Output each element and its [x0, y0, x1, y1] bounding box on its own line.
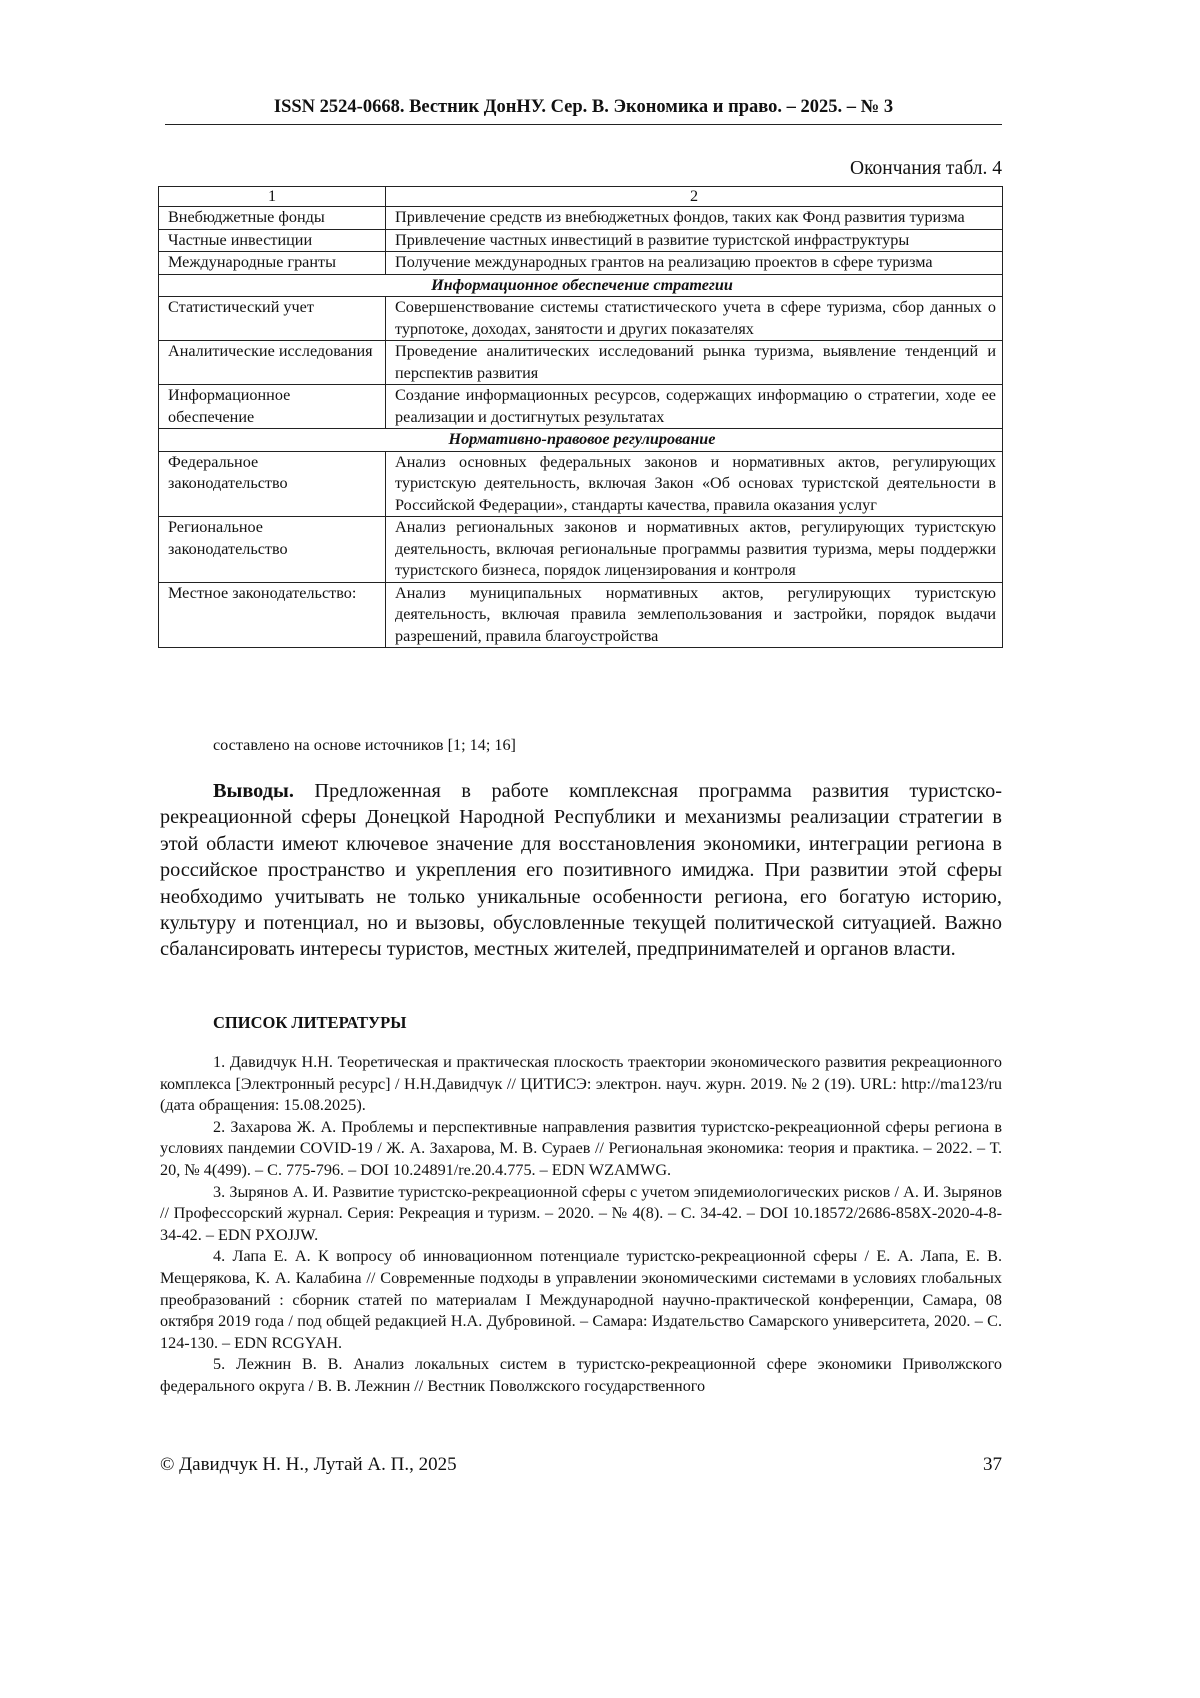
column-header: 1: [159, 187, 386, 207]
table-cell-description: Анализ региональных законов и нормативных актов, регулирующих туристскую деятельность, включая региональные программы развития туризма, меры поддержки туристского бизнеса, порядок лицензирования и контроля: [386, 517, 1003, 583]
footer-copyright: © Давидчук Н. Н., Лутай А. П., 2025: [160, 1454, 457, 1475]
reference-item: 3. Зырянов А. И. Развитие туристско-рекреационной сферы с учетом эпидемиологических рисков / А. И. Зырянов // Профессорский журнал. Серия: Рекреация и туризм. – 2020. – № 4(8). – С. 34-42. – DOI 10.18572/2686-858X-2020-4-8-34-42. – EDN PXOJJW.: [160, 1182, 1002, 1244]
references-title: СПИСОК ЛИТЕРАТУРЫ: [213, 1013, 407, 1032]
table-cell-category: Международные гранты: [159, 252, 386, 275]
table-section-row: [159, 274, 1003, 297]
table-row: [159, 207, 1003, 230]
table-caption: Окончания табл. 4: [849, 158, 1002, 179]
table-cell-category: Федеральное законодательство: [159, 451, 386, 517]
table-cell-description: Получение международных грантов на реализацию проектов в сфере туризма: [386, 252, 1003, 275]
table-section-row: [159, 429, 1003, 452]
table-cell-description: Проведение аналитических исследований рынка туризма, выявление тенденций и перспектив развития: [386, 341, 1003, 385]
table-cell-description: Создание информационных ресурсов, содержащих информацию о стратегии, ходе ее реализации и достигнутых результатах: [386, 385, 1003, 429]
section-title: Информационное обеспечение стратегии: [159, 274, 1003, 297]
page-number: 37: [983, 1454, 1002, 1475]
table-cell-description: Анализ основных федеральных законов и нормативных актов, регулирующих туристскую деятельность, включая Закон «Об основах туристской деятельности в Российской Федерации», стандарты качества, правила оказания услуг: [386, 451, 1003, 517]
table-cell-category: Местное законодательство:: [159, 582, 386, 648]
table-cell-description: Совершенствование системы статистического учета в сфере туризма, сбор данных о турпотоке, доходах, занятости и других показателях: [386, 297, 1003, 341]
table-cell-category: Аналитические исследования: [159, 341, 386, 385]
column-header: 2: [386, 187, 1003, 207]
table-cell-category: Информационное обеспечение: [159, 385, 386, 429]
table-cell-category: Внебюджетные фонды: [159, 207, 386, 230]
strategy-table: [158, 186, 1003, 648]
reference-item: 1. Давидчук Н.Н. Теоретическая и практическая плоскость траектории экономического развития рекреационного комплекса [Электронный ресурс] / Н.Н.Давидчук // ЦИТИСЭ: электрон. науч. журн. 2019. № 2 (19). URL: http://ma123/ru (дата обращения: 15.08.2025).: [160, 1053, 1002, 1115]
table-cell-category: Частные инвестиции: [159, 229, 386, 252]
table-cell-category: Статистический учет: [159, 297, 386, 341]
table-row: [159, 252, 1003, 275]
reference-item: 4. Лапа Е. А. К вопросу об инновационном потенциале туристско-рекреационной сферы / Е. А. Лапа, Е. В. Мещерякова, К. А. Калабина // Современные подходы в управлении экономическими системами в условиях глобальных преобразований : сборник статей по материалам I Международной научно-практической конференции, Самара, 08 октября 2019 года / под общей редакцией Н.А. Дубровиной. – Самара: Издательство Самарского университета, 2020. – С. 124-130. – EDN RCGYAH.: [160, 1247, 1002, 1352]
table-row: [159, 385, 1003, 429]
table-cell-description: Привлечение средств из внебюджетных фондов, таких как Фонд развития туризма: [386, 207, 1003, 230]
table-cell-description: Анализ муниципальных нормативных актов, регулирующих туристскую деятельность, включая правила землепользования и застройки, порядок выдачи разрешений, правила благоустройства: [386, 582, 1003, 648]
table-row: [159, 297, 1003, 341]
table-source-note: составлено на основе источников [1; 14; 16]: [213, 736, 516, 754]
reference-item: 2. Захарова Ж. А. Проблемы и перспективные направления развития туристско-рекреационной сферы региона в условиях пандемии COVID-19 / Ж. А. Захарова, М. В. Сураев // Региональная экономика: теория и практика. – 2022. – Т. 20, № 4(499). – С. 775-796. – DOI 10.24891/re.20.4.775. – EDN WZAMWG.: [160, 1117, 1002, 1179]
reference-item: 5. Лежнин В. В. Анализ локальных систем в туристско-рекреационной сфере экономики Приволжского федерального округа / В. В. Лежнин // Вестник Поволжского государственного: [160, 1355, 1002, 1395]
table-row: [159, 341, 1003, 385]
running-header: ISSN 2524-0668. Вестник ДонНУ. Сер. В. Экономика и право. – 2025. – № 3: [165, 97, 1002, 125]
conclusion-paragraph: [160, 778, 1002, 963]
table-header-row: [159, 187, 1003, 207]
table-row: [159, 517, 1003, 583]
references-list: [160, 1052, 1002, 1398]
section-title: Нормативно-правовое регулирование: [159, 429, 1003, 452]
table-cell-description: Привлечение частных инвестиций в развитие туристской инфраструктуры: [386, 229, 1003, 252]
table-row: [159, 229, 1003, 252]
table-cell-category: Региональное законодательство: [159, 517, 386, 583]
table-row: [159, 582, 1003, 648]
conclusion-label: Выводы.: [213, 780, 294, 802]
table-row: [159, 451, 1003, 517]
conclusion-text: Предложенная в работе комплексная программа развития туристско-рекреационной сферы Донецкой Народной Республики и механизмы реализации стратегии в этой области имеют ключевое значение для восстановления экономики, интеграции региона в российское пространство и укрепления его позитивного имиджа. При развитии этой сферы необходимо учитывать не только уникальные особенности региона, его богатую историю, культуру и потенциал, но и вызовы, обусловленные текущей политической ситуацией. Важно сбалансировать интересы туристов, местных жителей, предпринимателей и органов власти.: [160, 780, 1002, 961]
